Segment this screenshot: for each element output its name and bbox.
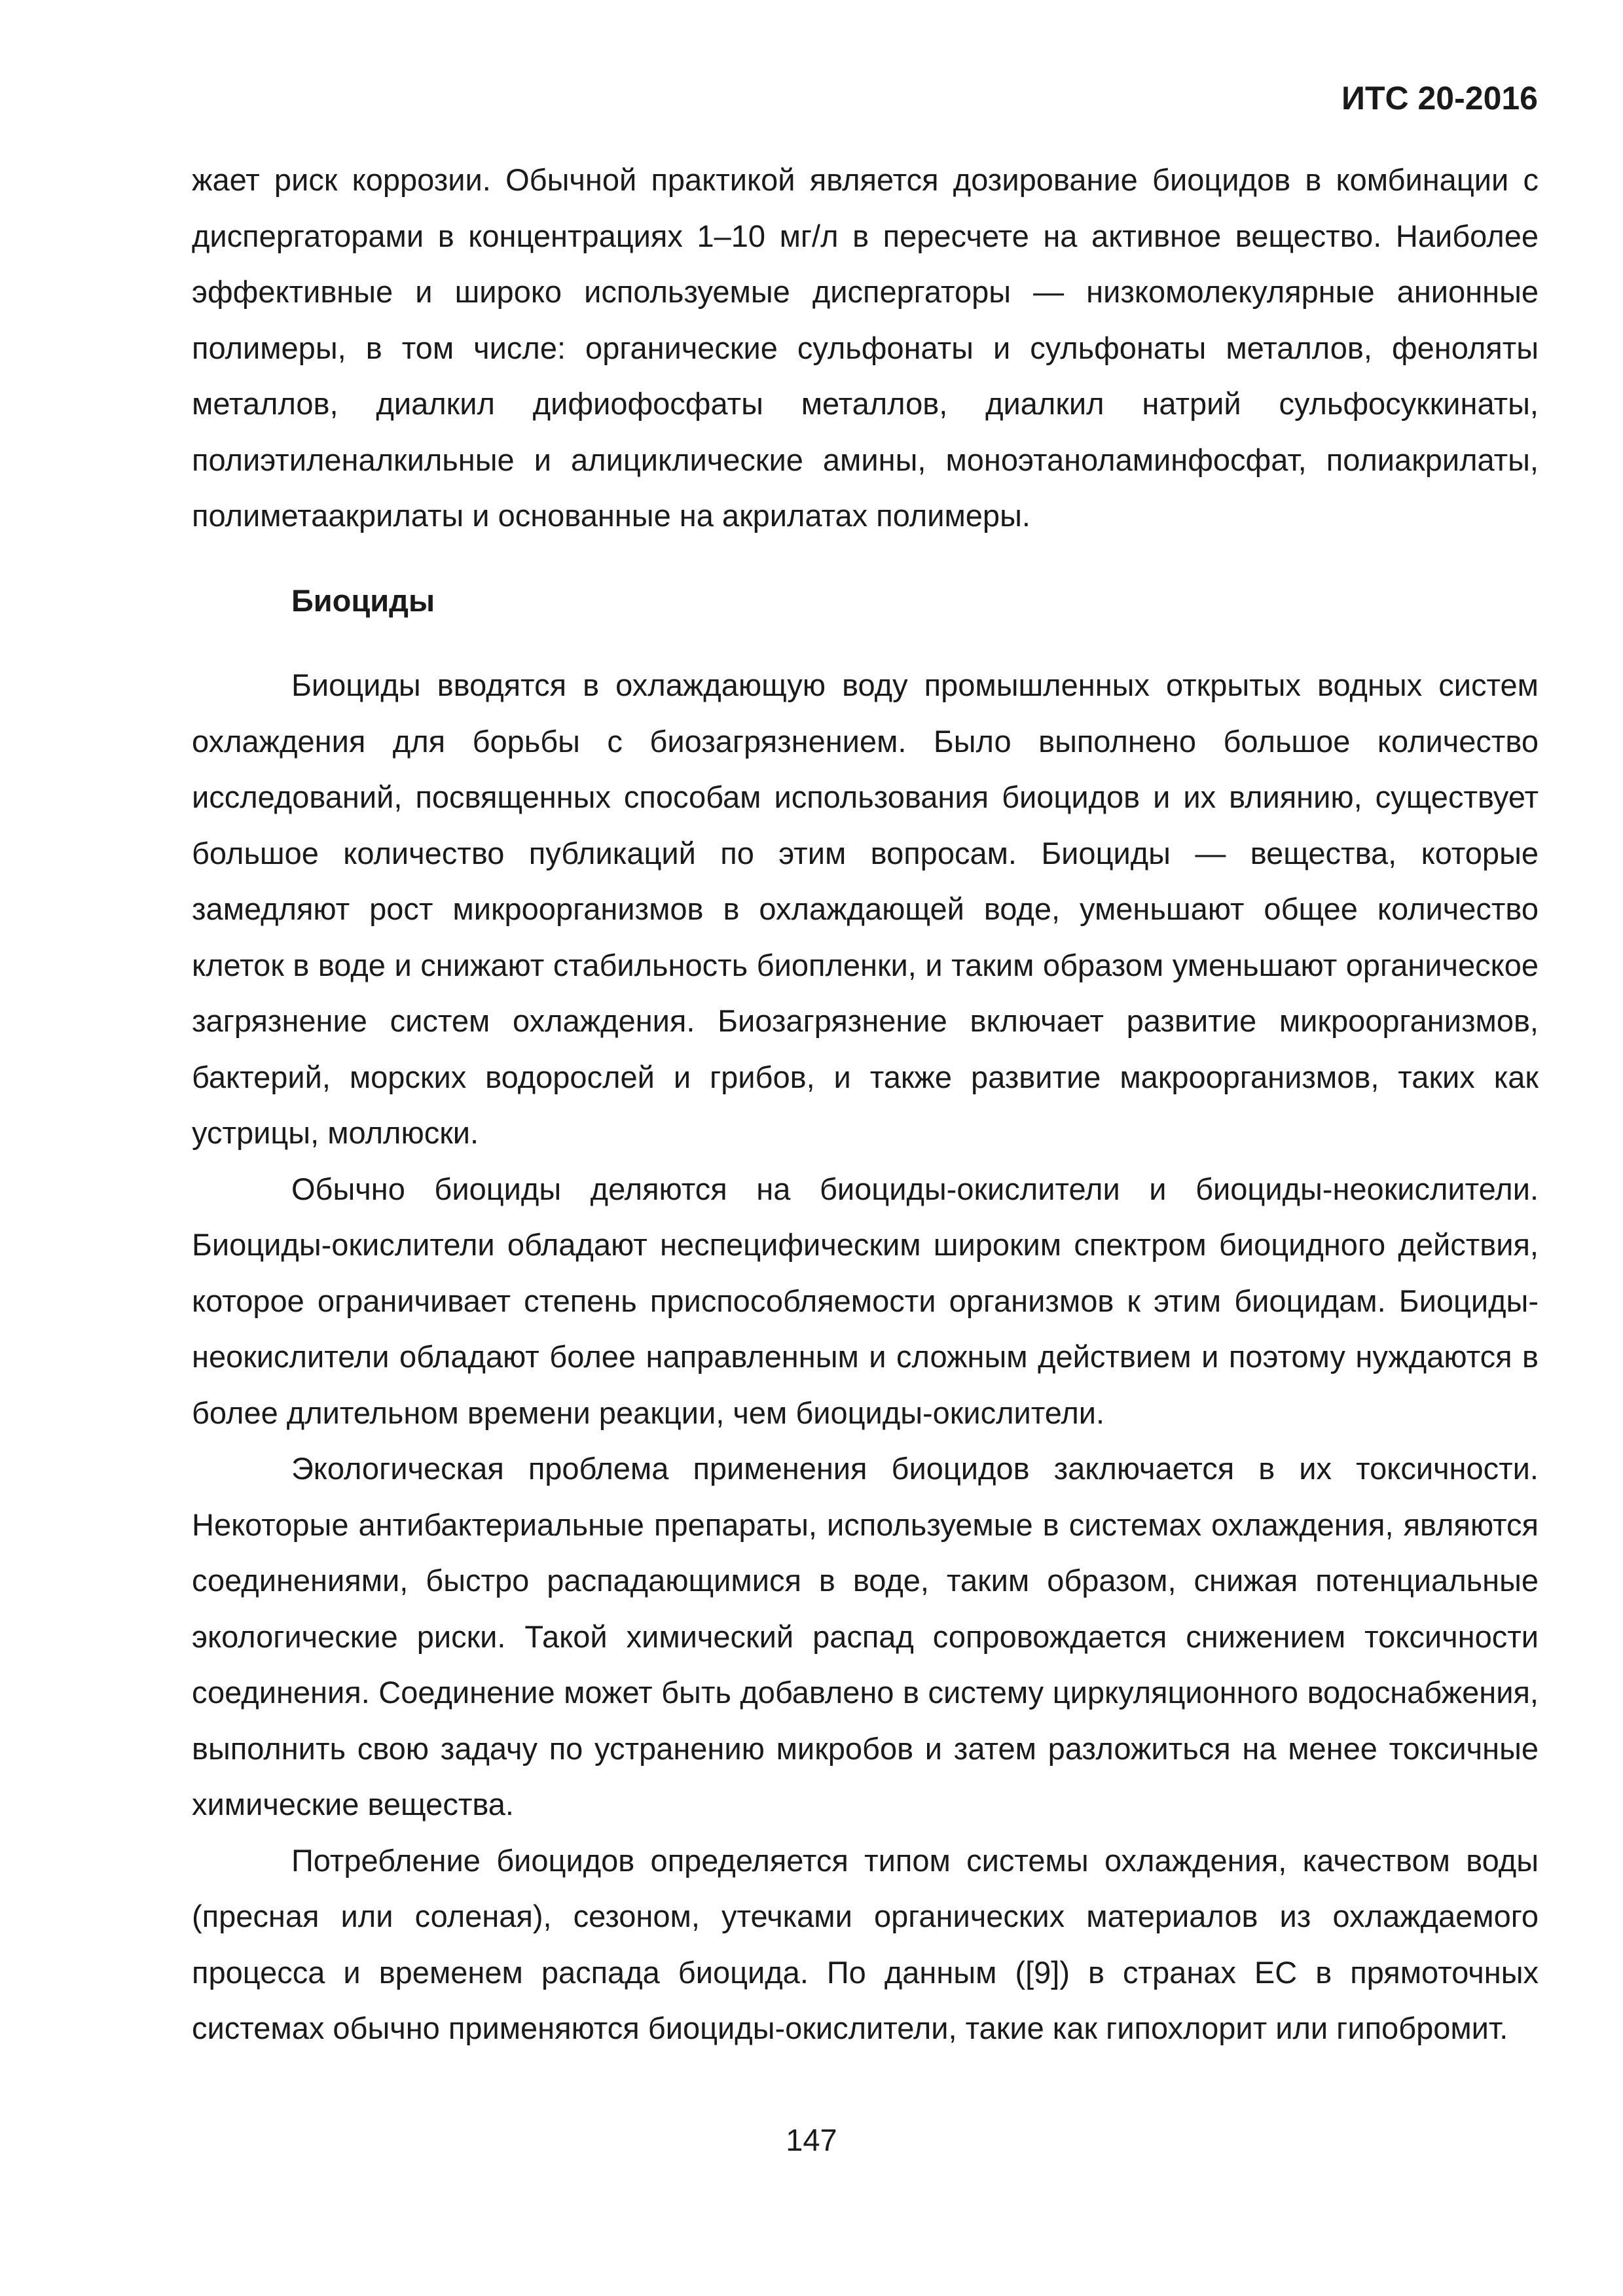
page-body <box>192 152 1539 2056</box>
document-code: ИТС 20-2016 <box>1341 80 1538 117</box>
paragraph-3: Экологическая проблема применения биоцидов заключается в их токсичности. Некоторые антибактериальные препараты, используемые в системах охлаждения, являются соединениями, быстро распадающимися в воде, таким образом, снижая потенциальные экологические риски. Такой химический распад сопровождается снижением токсичности соединения. Соединение может быть добавлено в систему циркуляционного водоснабжения, выполнить свою задачу по устранению микробов и затем разложиться на менее токсичные химические вещества. <box>192 1451 1539 1821</box>
section-heading: Биоциды <box>291 583 435 618</box>
continuation-paragraph: жает риск коррозии. Обычной практикой является дозирование биоцидов в комбинации с диспергаторами в концентрациях 1–10 мг/л в пересчете на активное вещество. Наиболее эффективные и широко используемые диспергаторы — низкомолекулярные анионные полимеры, в том числе: органические сульфонаты и сульфонаты металлов, феноляты металлов, диалкил дифиофосфаты металлов, диалкил натрий сульфосуккинаты, полиэтиленалкильные и алициклические амины, моноэтаноламинфосфат, полиакрилаты, полиметаакрилаты и основанные на акрилатах полимеры. <box>192 162 1539 533</box>
paragraph-4: Потребление биоцидов определяется типом системы охлаждения, качеством воды (пресная или соленая), сезоном, утечками органических материалов из охлаждаемого процесса и временем распада биоцида. По данным ([9]) в странах ЕС в прямоточных системах обычно применяются биоциды-окислители, такие как гипохлорит или гипобромит. <box>192 1842 1539 2045</box>
page-number: 147 <box>786 2123 837 2157</box>
paragraph-2: Обычно биоциды деляются на биоциды-окислители и биоциды-неокислители. Биоциды-окислители обладают неспецифическим широким спектром биоцидного действия, которое ограничивает степень приспособляемости организмов к этим биоцидам. Биоциды-неокислители обладают более направленным и сложным действием и поэтому нуждаются в более длительном времени реакции, чем биоциды-окислители. <box>192 1171 1539 1430</box>
paragraph-1: Биоциды вводятся в охлаждающую воду промышленных открытых водных систем охлаждения для борьбы с биозагрязнением. Было выполнено большое количество исследований, посвященных способам использования биоцидов и их влиянию, существует большое количество публикаций по этим вопросам. Биоциды — вещества, которые замедляют рост микроорганизмов в охлаждающей воде, уменьшают общее количество клеток в воде и снижают стабильность биопленки, и таким образом уменьшают органическое загрязнение систем охлаждения. Биозагрязнение включает развитие микроорганизмов, бактерий, морских водорослей и грибов, и также развитие макроорганизмов, таких как устрицы, моллюски. <box>192 668 1539 1150</box>
